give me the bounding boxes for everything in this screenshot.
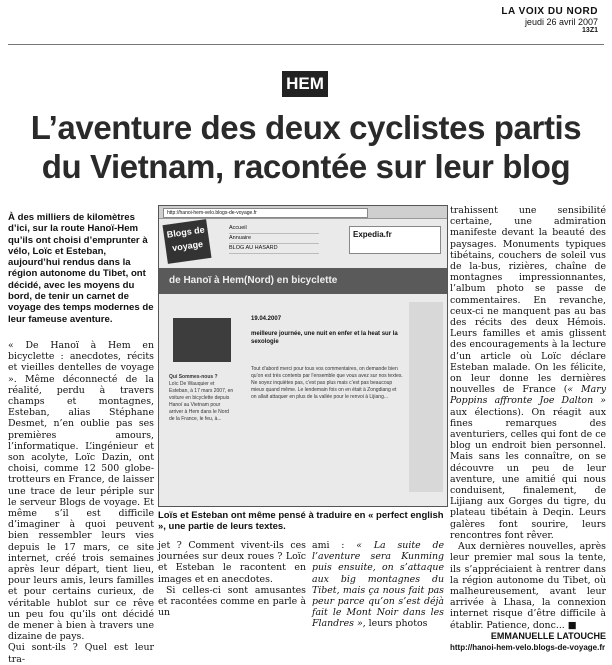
blog-url: http://hanoi-hem-velo.blogs-de-voyage.fr bbox=[450, 642, 606, 652]
lede-paragraph: À des milliers de kilomètres d’ici, sur la route Hanoï-Hem qu’ils ont choisi d’emprunter à vélo, Loïc et Esteban, aujourd’hui rendus dans la région autonome du Tibet, ont décidé, avec les moyens du bord, de tenir un carnet de voyage des temps modernes de leur fameuse aventure. bbox=[8, 212, 154, 325]
column-2-text: jet ? Comment vivent-ils ces journées sur deux roues ? Loïc et Esteban le racontent en images et en anecdotes. bbox=[158, 540, 306, 585]
menu-item-hasard: BLOG AU HASARD bbox=[229, 244, 319, 254]
ad-banner: Expedia.fr bbox=[349, 226, 441, 254]
blog-sidebar bbox=[409, 302, 443, 492]
address-bar: http://hanoi-hem-velo.blogs-de-voyage.fr bbox=[163, 208, 368, 218]
column-4-text-b: aux élections). On réagit aux fines remarques des aventuriers, celles qui font de ce blog un endroit bien personnel. Mais sans les connaître, on se découvre un peu de leur aventure, une amitié qui nous conduisent, finalement, de Lijiang aux Gorges du tigre, du plateau tibétain à Deqin. Leurs galères font sourire, leurs rencontres font rêver. bbox=[450, 406, 606, 541]
masthead bbox=[501, 6, 598, 34]
column-3 bbox=[312, 540, 444, 630]
column-1 bbox=[8, 340, 154, 665]
browser-toolbar bbox=[159, 206, 447, 219]
column-1-end: Qui sont-ils ? Quel est leur tra- bbox=[8, 642, 154, 665]
about-box-text: Loïc De Wauquier et Esteban, à 17 mars 2007, en voiture en bicyclette depuis Hanoï au Vietnam pour arriver à Hem dans le Nord de la France, le feu, à... bbox=[169, 381, 234, 422]
post-body: Tout d’abord merci pour tous vos commentaires, on demande bien qu’on est très contents par l’ensemble que vous avez sur nos textes. Ne soyez inquiètes pas, c’est pas plus mais c’est pas beaucoup mieux quand même. Le lendemain fois on en était à Zongdiang et on allait attaquer en plus de la vallée pour le renvoi à Lijiang... bbox=[251, 366, 403, 400]
post-date: 19.04.2007 bbox=[251, 316, 282, 322]
newspaper-name: LA VOIX DU NORD bbox=[501, 6, 598, 17]
column-2 bbox=[158, 540, 306, 618]
column-3-tail: , leurs photos bbox=[362, 618, 428, 630]
column-3-lead: ami : bbox=[312, 540, 357, 551]
blog-menu bbox=[229, 224, 319, 254]
about-box bbox=[169, 374, 235, 423]
column-1-text: « De Hanoï à Hem en bicyclette : anecdotes, récits et vieilles dentelles de voyage ». Même déconnecté de la réalité, perdu à travers champs et montagnes, Esteban, alias Stéphane Desmet, n’en oublie pas ses premières amours, l’informatique. L’ingénieur et son acolyte, Loïc Dazin, ont choisi, comme 12 500 globe-trotteurs en France, de laisser une trace de leur périple sur le serveur Blogs de voyage. Et même s’il est difficile d’imaginer à quoi peuvent bien ressembler leurs vies depuis le 17 mars, ce site internet, créé trois semaines après leur départ, tient lieu, pour leurs amis, leurs familles et pour certains curieux, de véritable hublot sur ce rêve un peu fou qu’ils ont décidé de mener à bien à travers une dizaine de pays. bbox=[8, 340, 154, 643]
blog-logo: Blogs de voyage bbox=[163, 219, 212, 264]
about-box-title: Qui Sommes-nous ? bbox=[169, 374, 218, 380]
menu-item-annuaire: Annuaire bbox=[229, 234, 319, 244]
blog-title-banner: de Hanoï à Hem(Nord) en bicyclette bbox=[159, 268, 447, 294]
column-4-text-c: Aux dernières nouvelles, après leur premier mal sous la tente, ils s’appréciaient à rentrer dans la région autonome du Tibet, où malheureusement, avant leur arrivée à Lhasa, la connexion internet risque d’être difficile à établir. Patience, donc... ■ bbox=[450, 541, 606, 631]
column-4-quote: « Mary Poppins affronte Joe Dalton » bbox=[450, 384, 606, 407]
menu-item-accueil: Accueil bbox=[229, 224, 319, 234]
section-tag: HEM bbox=[282, 71, 328, 97]
blog-photo bbox=[173, 318, 231, 362]
author-signature: EMMANUELLE LATOUCHE bbox=[490, 630, 606, 641]
column-4 bbox=[450, 205, 606, 653]
column-3-quote: « La suite de l’aventure sera Kunming puis ensuite, on s’attaque aux big montagnes du Tibet, mais ça nous fait pas peur parce qu’on s’est déjà fait le Mont Noir dans les Flandres » bbox=[312, 540, 444, 630]
post-title: meilleure journée, une nuit en enfer et la heat sur la sexologie bbox=[251, 331, 398, 345]
edition-code: 13Z1 bbox=[582, 27, 598, 34]
header-rule bbox=[8, 44, 604, 45]
column-2-text-b: Si celles-ci sont amusantes et racontées comme en parle à un bbox=[158, 584, 306, 619]
headline: L’aventure des deux cyclistes partis du Vietnam, racontée sur leur blog bbox=[30, 109, 582, 185]
photo-caption: Loïs et Esteban ont même pensé à traduire en « perfect english », une partie de leurs textes. bbox=[158, 510, 444, 532]
blog-screenshot bbox=[158, 205, 448, 507]
issue-date: jeudi 26 avril 2007 bbox=[524, 17, 598, 27]
column-4-text-a: trahissent une sensibilité certaine, une admiration manifeste devant la beauté des paysages. Monuments typiques tibétains, couchers de soleil vus de la-bus, rizières, chaîne de montagnes impressionnantes, l’album photo se passe de commentaires. En revanche, ceux-ci ne manquent pas au bas des récits des deux Hémois. Leurs familles et amis glissent des encouragements à la lecture d’un article où Loïc déclare Esteban malade. On les félicite, on leur donne les dernières nouvelles de France ( bbox=[450, 205, 606, 396]
